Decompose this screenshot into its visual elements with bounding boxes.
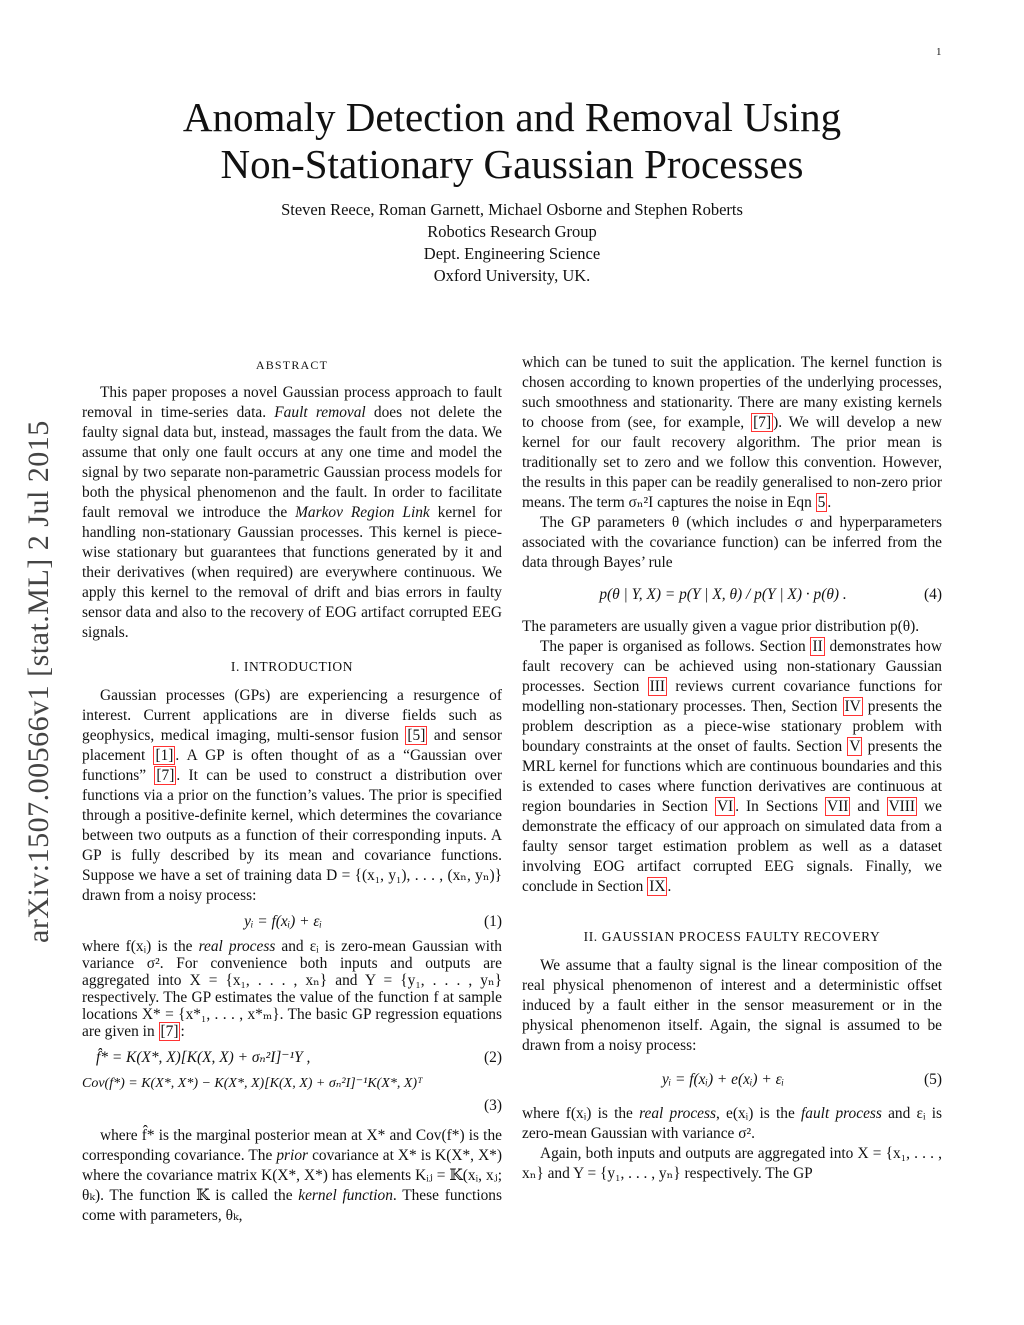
section-link[interactable]: VIII — [888, 798, 916, 815]
affiliation-group: Robotics Research Group — [427, 222, 597, 241]
equation-4-body: p(θ | Y, X) = p(Y | X, θ) / p(Y | X) · p(θ) . — [599, 586, 847, 603]
parameters-paragraph: The GP parameters θ (which includes σ and hyperparameters associated with the covariance function) can be inferred from the data through Bayes’ rule — [522, 514, 942, 571]
equation-3 — [82, 1074, 502, 1094]
affiliation-dept: Dept. Engineering Science — [423, 244, 601, 263]
author-block — [0, 199, 1024, 287]
intro-heading: I. INTRODUCTION — [230, 659, 354, 674]
arxiv-identifier: arXiv:1507.00566v1 [stat.ML] 2 Jul 2015 — [22, 420, 55, 943]
equation-3-number-row — [82, 1096, 502, 1116]
equation-4 — [522, 585, 942, 605]
section-link[interactable]: VII — [826, 798, 849, 815]
intro-paragraph-3: where f̂* is the marginal posterior mean at X* and Cov(f*) is the corresponding covariance. The prior covariance at X* is K(X*, X*) where the covariance matrix K(X*, X*) has elements Kᵢⱼ = 𝕂(xᵢ, xⱼ; θₖ). The function 𝕂 is called the kernel function. These functions come with parameters, θₖ, — [82, 1127, 502, 1224]
title-line-2: Non-Stationary Gaussian Processes — [220, 141, 804, 187]
section-link[interactable]: IX — [649, 878, 666, 895]
intro-paragraph-1: Gaussian processes (GPs) are experiencing a resurgence of interest. Current applications are in diverse fields such as geophysics, medical imaging, multi-sensor fusion [5] and sensor placement [1] . A GP is often thought of as a “Gaussian over functions” [7] . It can be used to construct a distribution over functions via a prior on the function’s values. The prior is specified through a positive-definite kernel, which determines the covariance between two outputs as a function of their corresponding inputs. A GP is fully described by its mean and covariance functions. Suppose we have a set of training data D = {(x₁, y₁), . . . , (xₙ, yₙ)} drawn from a noisy process: — [82, 687, 502, 904]
title-line-1: Anomaly Detection and Removal Using — [182, 94, 842, 140]
page-number: 1 — [936, 46, 942, 58]
section-link[interactable]: VI — [716, 798, 734, 815]
section-link[interactable]: II — [812, 638, 823, 655]
citation-link[interactable]: [7] — [156, 767, 175, 784]
equation-3-number: (3) — [484, 1097, 502, 1114]
section-2-paragraph-1: We assume that a faulty signal is the linear composition of the real physical phenomenon of interest and a deterministic offset induced by a fault either in the sensor measurement or in the physical phenomenon itself. Again, the signal is assumed to be drawn from a noisy process: — [522, 957, 942, 1054]
equation-1-body: yᵢ = f(xᵢ) + εᵢ — [244, 913, 322, 930]
right-column — [522, 353, 942, 1184]
abstract-emphasis-mrl: Markov Region Link — [295, 504, 430, 521]
citation-link[interactable]: [1] — [155, 747, 174, 764]
organisation-paragraph: The paper is organised as follows. Section II demonstrates how fault recovery can be achieved using non-stationary Gaussian processes. Section III reviews current covariance functions for modelling non-stationary processes. Then, Section IV presents the problem description as a piece-wise stationary problem with boundary constraints at the onset of faults. Section V presents the MRL kernel for functions which are continuous boundaries and this is extended to cases where function derivatives are continuous at region boundaries in Section VI . In Sections VII and VIII we demonstrate the efficacy of our approach on simulated data from a faulty sensor target estimation problem as well as a dataset involving EOG artifact corrupted EEG signals. Finally, we conclude in Section IX . — [522, 638, 943, 895]
section-2-paragraph-2: where f(xᵢ) is the real process, e(xᵢ) is the fault process and εᵢ is zero-mean Gaussian with variance σ². — [522, 1105, 942, 1142]
section-link[interactable]: IV — [844, 698, 861, 715]
section-link[interactable]: III — [649, 678, 666, 695]
equation-link[interactable]: 5 — [817, 494, 826, 511]
equation-5-number: (5) — [924, 1071, 942, 1088]
intro-paragraph-2: where f(xᵢ) is the real process and εᵢ is zero-mean Gaussian with variance σ². For convenience both inputs and outputs are aggregated into X = {x₁, . . . , xₙ} and Y = {y₁, . . . , yₙ} respectively. The GP estimates the value of the function f at sample locations X* = {x*₁, . . . , x*ₘ}. The basic GP regression equations are given in [7] : — [82, 938, 502, 1040]
equation-1-number: (1) — [484, 913, 502, 930]
equation-5 — [522, 1070, 942, 1090]
abstract-emphasis: Fault removal — [274, 404, 366, 421]
abstract-paragraph: This paper proposes a novel Gaussian process approach to fault removal in time-series data. Fault removal does not delete the faulty signal data but, instead, massages the fault from the data. We assume that only one fault occurs at any one time and model the signal by two separate non-parametric Gaussian process models for both the physical phenomenon and the fault. In order to facilitate fault removal we introduce the Markov Region Link kernel for handling non-stationary Gaussian processes. This kernel is piece-wise stationary but guarantees that functions generated by it and their derivatives (when required) are everywhere continuous. We apply this kernel to the removal of drift and bias errors in faulty sensor data and also to the recovery of EOG artifact corrupted EEG signals. — [82, 384, 502, 641]
equation-2 — [82, 1048, 502, 1068]
authors: Steven Reece, Roman Garnett, Michael Osborne and Stephen Roberts — [281, 200, 743, 219]
equation-1 — [82, 912, 502, 932]
equation-3-body: Cov(f*) = K(X*, X*) − K(X*, X)[K(X, X) + σₙ²I]⁻¹K(X*, X)ᵀ — [82, 1076, 423, 1091]
section-2-paragraph-3: Again, both inputs and outputs are aggregated into X = {x₁, . . . , xₙ} and Y = {y₁, . . . , yₙ} respectively. The GP — [522, 1145, 942, 1182]
left-column — [82, 355, 502, 1226]
citation-link[interactable]: [5] — [407, 727, 426, 744]
kernel-paragraph: which can be tuned to suit the application. The kernel function is chosen according to known properties of the underlying processes, such smoothness and stationarity. There are many existing kernels to choose from (see, for example, [7] ). We will develop a new kernel for our fault recovery algorithm. The prior mean is traditionally set to zero and we follow this convention. However, the results in this paper can be readily generalised to non-zero prior means. The term σₙ²I captures the noise in Eqn 5 . — [522, 354, 942, 511]
equation-2-number: (2) — [484, 1049, 502, 1066]
section-2-heading: II. GAUSSIAN PROCESS FAULTY RECOVERY — [583, 929, 881, 944]
equation-5-body: yᵢ = f(xᵢ) + e(xᵢ) + εᵢ — [661, 1071, 785, 1088]
equation-2-body: f̂* = K(X*, X)[K(X, X) + σₙ²I]⁻¹Y , — [96, 1049, 311, 1066]
paper-title — [0, 94, 1024, 188]
prior-paragraph: The parameters are usually given a vague prior distribution p(θ). — [522, 618, 920, 635]
citation-link[interactable]: [7] — [753, 414, 772, 431]
abstract-heading: ABSTRACT — [255, 358, 329, 372]
equation-4-number: (4) — [924, 586, 942, 603]
citation-link[interactable]: [7] — [160, 1023, 179, 1040]
affiliation-university: Oxford University, UK. — [433, 266, 591, 285]
section-link[interactable]: V — [849, 738, 861, 755]
